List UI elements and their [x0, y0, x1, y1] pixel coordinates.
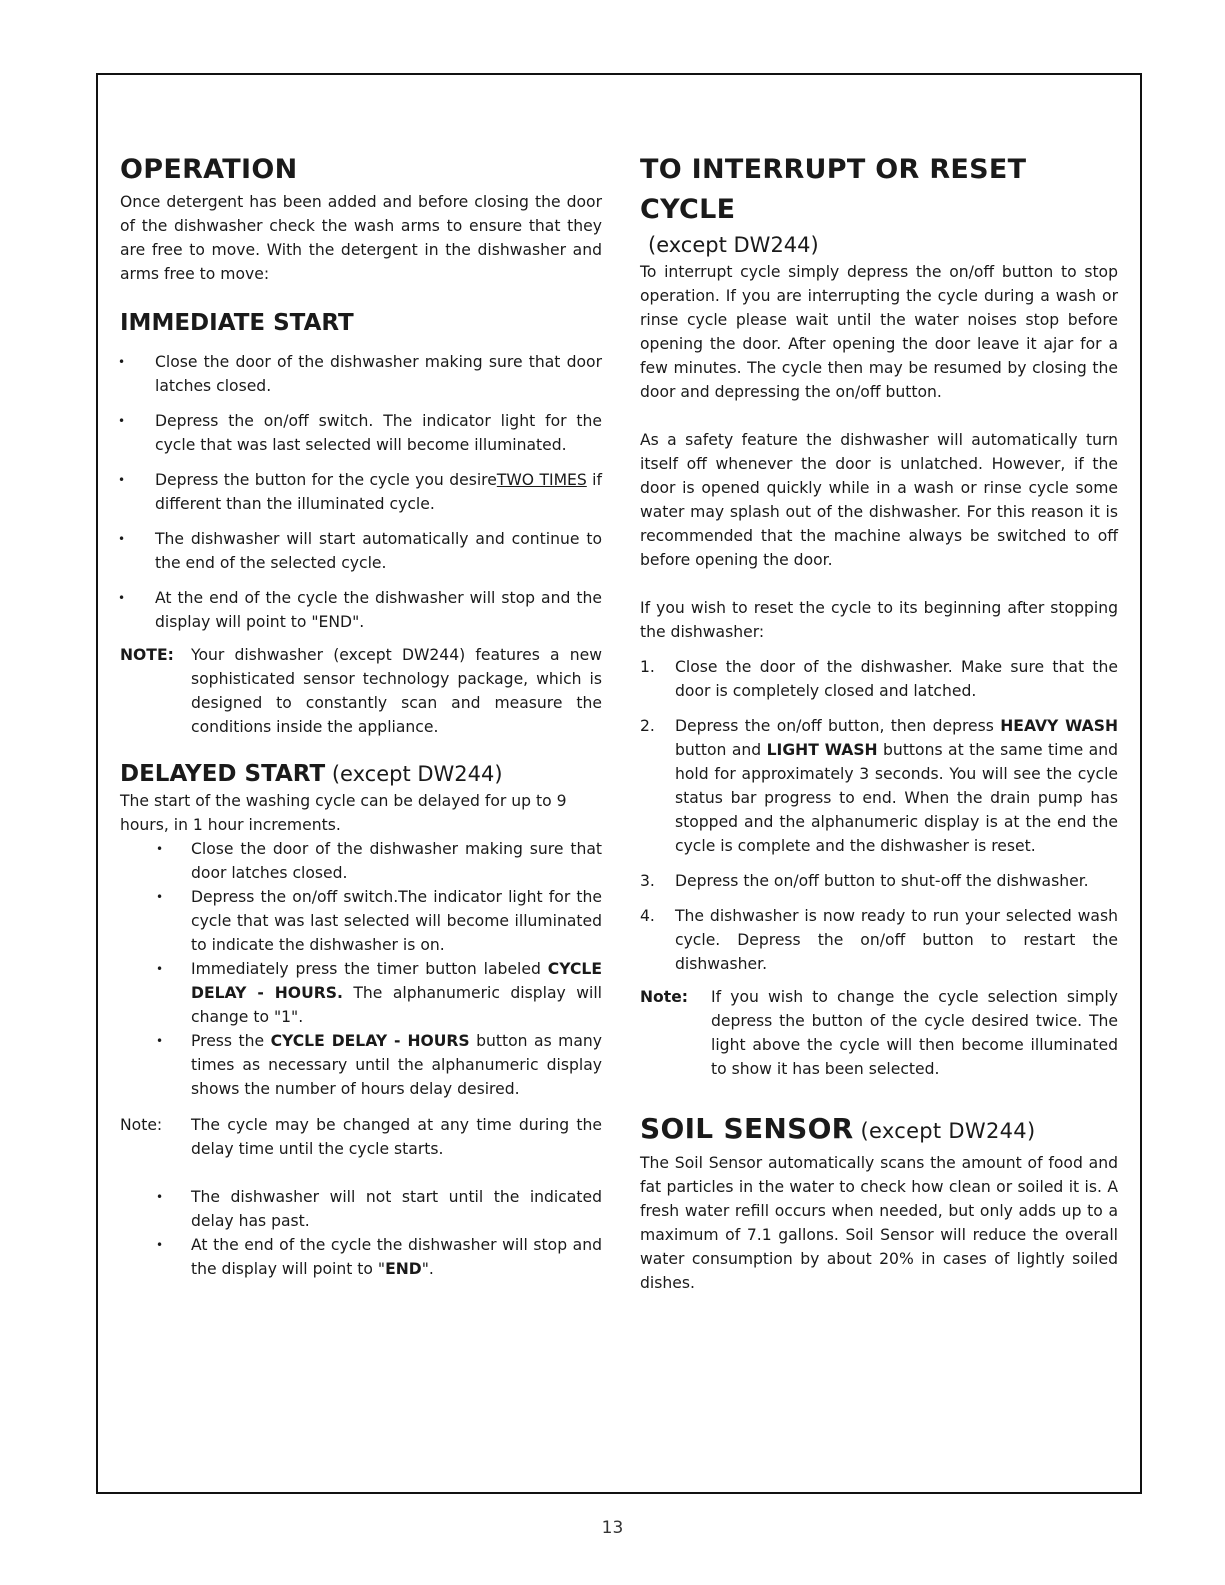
note-text: Your dishwasher (except DW244) features a new sophisticated sensor technology package, which is designed to constantly scan and measure the conditions inside the appliance. — [191, 646, 602, 736]
note-label: NOTE: — [120, 646, 174, 664]
two-times-emphasis: TWO TIMES — [496, 471, 587, 489]
delayed-start-intro: The start of the washing cycle can be delayed for up to 9 hours, in 1 hour increments. — [120, 792, 567, 834]
list-item: 2. Depress the on/off button, then depress HEAVY WASH button and LIGHT WASH buttons at the same time and hold for approximately 3 seconds. You will see the cycle status bar progress to end. When the drain pump has stopped and the alphanumeric display is at the end the cycle is complete and the dishwasher is reset. — [640, 717, 1119, 855]
immediate-start-list — [120, 350, 602, 634]
list-item: 1. Close the door of the dishwasher. Make sure that the door is completely closed and latched. — [640, 658, 1118, 700]
list-item: • Close the door of the dishwasher making sure that door latches closed. — [118, 353, 602, 395]
note-text: The cycle may be changed at any time during the delay time until the cycle starts. — [191, 1116, 602, 1158]
delay-note — [120, 1113, 602, 1161]
interrupt-paragraph-2: As a safety feature the dishwasher will automatically turn itself off whenever the door is unlatched. However, if the door is opened quickly while in a wash or rinse cycle some water may splash out of the dishwasher. For this reason it is recommended that the machine always be switched to off before opening the door. — [640, 431, 1118, 569]
delayed-start-heading: DELAYED START (except DW244) — [120, 761, 503, 787]
list-item: • Depress the button for the cycle you desireTWO TIMES if different than the illuminated cycle. — [118, 471, 603, 513]
list-item: • Close the door of the dishwasher making sure that door latches closed. — [156, 840, 602, 882]
list-item: • At the end of the cycle the dishwasher will stop and the display will point to "END". — [156, 1236, 602, 1278]
after-delay-list — [120, 1185, 602, 1281]
list-item: 4. The dishwasher is now ready to run your selected wash cycle. Depress the on/off button to restart the dishwasher. — [640, 907, 1118, 973]
list-item: • The dishwasher will start automatically and continue to the end of the selected cycle. — [118, 530, 602, 572]
right-column — [640, 150, 1118, 1295]
interrupt-paragraph-1: To interrupt cycle simply depress the on/off button to stop operation. If you are interrupting the cycle during a wash or rinse cycle please wait until the water noises stop before opening the door. After opening the door leave it ajar for a few minutes. The cycle then may be resumed by closing the door and depressing the on/off button. — [640, 263, 1118, 401]
list-item: • Press the CYCLE DELAY - HOURS button as many times as necessary until the alphanumeric display shows the number of hours delay desired. — [156, 1032, 603, 1098]
soil-sensor-text: The Soil Sensor automatically scans the amount of food and fat particles in the water to check how clean or soiled it is. A fresh water refill occurs when needed, but only adds up to a maximum of 7.1 gallons. Soil Sensor will reduce the overall water consumption by about 20% in cases of lightly soiled dishes. — [640, 1154, 1118, 1292]
note-label: Note: — [640, 988, 689, 1006]
list-item: • Depress the on/off switch.The indicator light for the cycle that was last selected will become illuminated to indicate the dishwasher is on. — [156, 888, 602, 954]
cycle-selection-note — [640, 985, 1118, 1081]
soil-sensor-heading: SOIL SENSOR (except DW244) — [640, 1112, 1036, 1145]
delayed-start-list — [120, 837, 602, 1101]
list-item: • Immediately press the timer button labeled CYCLE DELAY - HOURS. The alphanumeric display will change to "1". — [156, 960, 602, 1026]
note-text: If you wish to change the cycle selection simply depress the button of the cycle desired twice. The light above the cycle will then become illuminated to show it has been selected. — [711, 988, 1118, 1078]
reset-steps-list — [640, 655, 1118, 976]
list-item: 3. Depress the on/off button to shut-off the dishwasher. — [640, 872, 1089, 890]
sensor-note — [120, 643, 602, 739]
operation-intro: Once detergent has been added and before closing the door of the dishwasher check the wash arms to ensure that they are free to move. With the detergent in the dishwasher and arms free to move: — [120, 193, 602, 283]
left-column — [120, 150, 602, 1281]
list-item: • Depress the on/off switch. The indicator light for the cycle that was last selected will become illuminated. — [118, 412, 602, 454]
list-item: • At the end of the cycle the dishwasher will stop and the display will point to "END". — [118, 589, 602, 631]
interrupt-paragraph-3: If you wish to reset the cycle to its beginning after stopping the dishwasher: — [640, 599, 1118, 641]
interrupt-reset-heading: TO INTERRUPT OR RESET CYCLE — [640, 154, 1027, 225]
immediate-start-heading: IMMEDIATE START — [120, 310, 354, 336]
note-label: Note: — [120, 1116, 163, 1134]
operation-heading: OPERATION — [120, 154, 298, 185]
page-number: 13 — [601, 1518, 624, 1538]
list-item: • The dishwasher will not start until the indicated delay has past. — [156, 1188, 602, 1230]
interrupt-subtitle: (except DW244) — [648, 233, 819, 257]
